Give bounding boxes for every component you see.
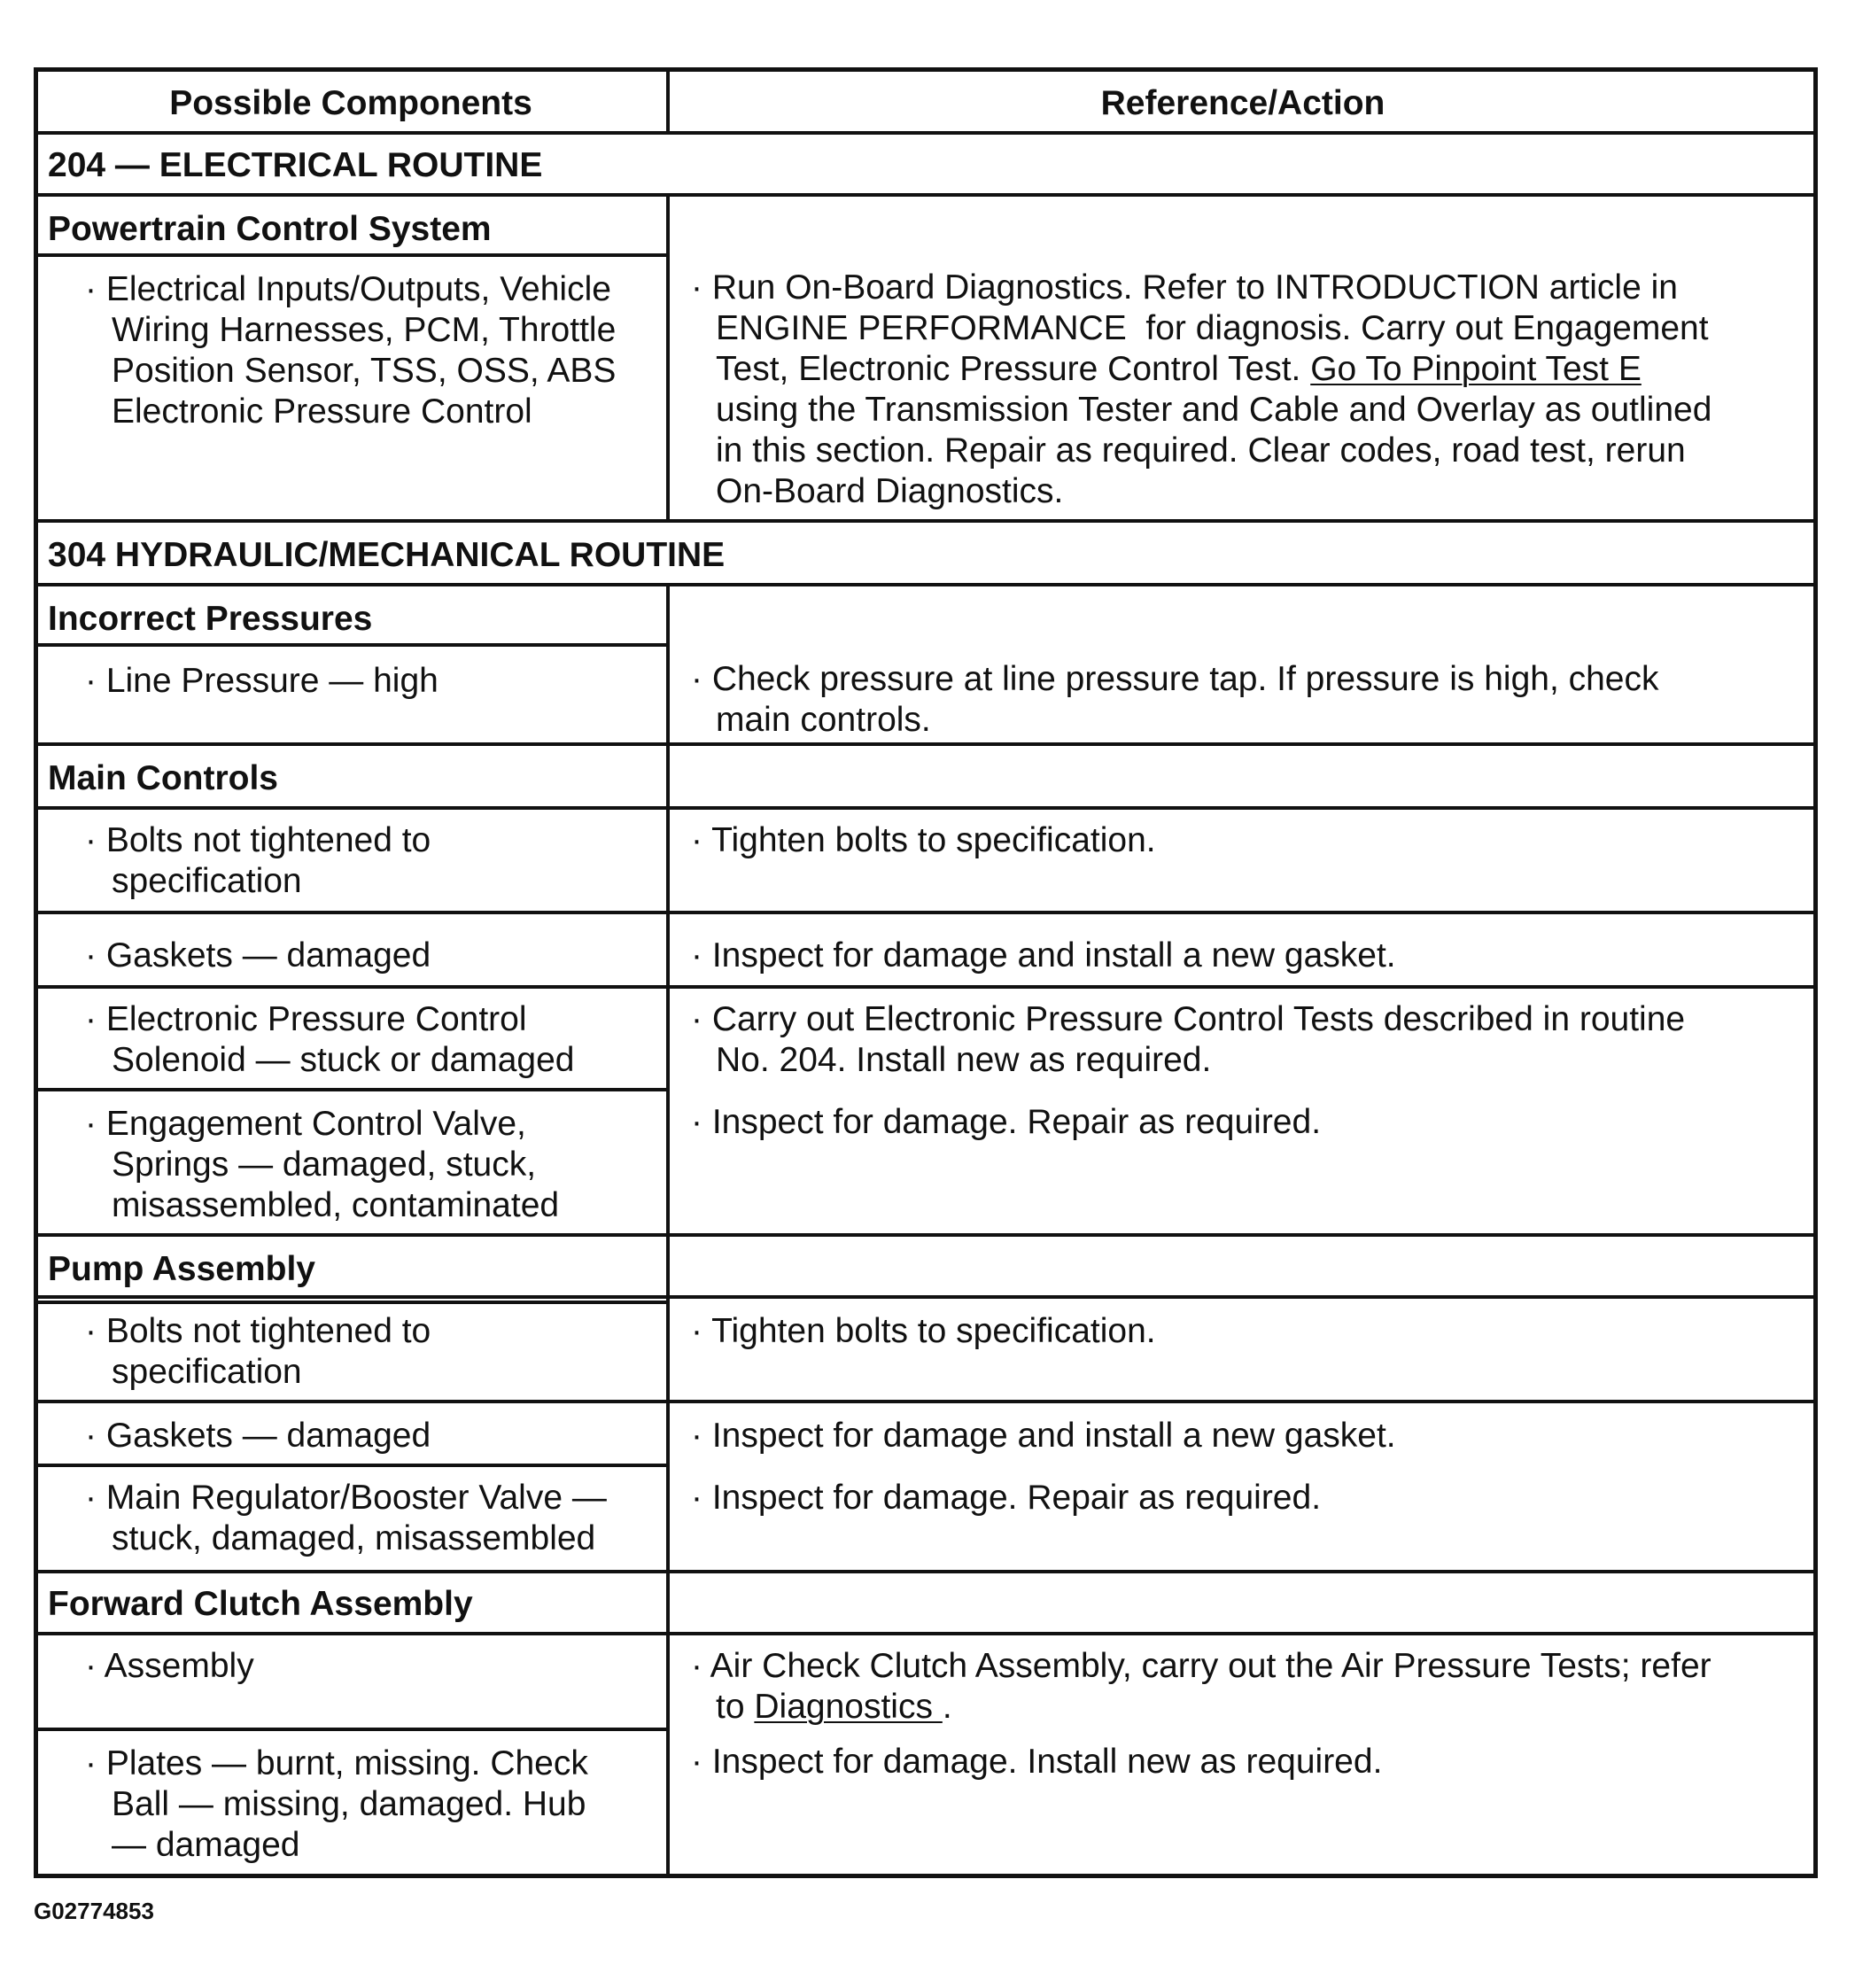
row-divider — [34, 742, 1818, 746]
column-header-components: Possible Components — [169, 84, 532, 122]
action-cell: · Tighten bolts to specification. — [691, 1312, 1156, 1350]
section-title: 304 HYDRAULIC/MECHANICAL ROUTINE — [48, 536, 726, 574]
component-cell: Solenoid — stuck or damaged — [112, 1041, 575, 1079]
action-cell: in this section. Repair as required. Clear codes, road test, rerun — [716, 431, 1686, 470]
component-cell: · Bolts not tightened to — [85, 1312, 431, 1350]
action-cell: · Check pressure at line pressure tap. If pressure is high, check — [691, 660, 1659, 698]
component-cell: · Electronic Pressure Control — [85, 1000, 527, 1038]
action-cell: · Inspect for damage. Install new as required. — [691, 1743, 1383, 1781]
row-divider — [34, 1295, 1818, 1299]
section-title: 204 — ELECTRICAL ROUTINE — [48, 146, 543, 184]
component-cell: stuck, damaged, misassembled — [112, 1519, 596, 1557]
component-cell: Position Sensor, TSS, OSS, ABS — [112, 352, 617, 390]
diagnostics-link[interactable]: Diagnostics — [754, 1688, 943, 1726]
row-divider — [34, 1301, 668, 1304]
row-divider — [34, 131, 1818, 135]
action-cell: · Carry out Electronic Pressure Control Tests described in routine — [691, 1000, 1686, 1038]
action-cell: Test, Electronic Pressure Control Test. Go To Pinpoint Test E — [716, 350, 1642, 388]
action-cell: On-Board Diagnostics. — [716, 472, 1064, 510]
column-divider — [666, 195, 670, 523]
row-divider — [34, 985, 1818, 989]
row-divider — [34, 193, 1818, 197]
row-divider — [34, 1088, 668, 1091]
row-divider — [34, 643, 668, 647]
component-cell: Springs — damaged, stuck, — [112, 1145, 537, 1184]
figure-id: G02774853 — [34, 1898, 154, 1924]
action-cell: · Run On-Board Diagnostics. Refer to INTRODUCTION article in — [691, 268, 1678, 307]
row-divider — [34, 806, 1818, 810]
group-title: Forward Clutch Assembly — [48, 1585, 473, 1623]
column-header-action: Reference/Action — [1100, 84, 1385, 122]
action-cell: ENGINE PERFORMANCE for diagnosis. Carry out Engagement — [716, 309, 1709, 347]
group-title: Powertrain Control System — [48, 210, 492, 248]
action-cell: · Inspect for damage. Repair as required. — [691, 1103, 1322, 1141]
action-cell: main controls. — [716, 701, 931, 739]
component-cell: specification — [112, 862, 302, 900]
row-divider — [34, 1464, 668, 1467]
component-cell: — damaged — [112, 1826, 300, 1864]
action-cell: · Inspect for damage. Repair as required. — [691, 1479, 1322, 1517]
component-cell: · Assembly — [85, 1647, 254, 1685]
action-cell: · Air Check Clutch Assembly, carry out the Air Pressure Tests; refer — [691, 1647, 1711, 1685]
action-cell: to Diagnostics . — [716, 1688, 952, 1726]
column-divider — [666, 585, 670, 1878]
row-divider — [34, 583, 1818, 586]
component-cell: · Plates — burnt, missing. Check — [85, 1744, 588, 1782]
component-cell: · Engagement Control Valve, — [85, 1105, 526, 1143]
row-divider — [34, 253, 668, 257]
component-cell: misassembled, contaminated — [112, 1186, 560, 1224]
action-cell: · Inspect for damage and install a new gasket. — [691, 936, 1396, 975]
action-cell: · Inspect for damage and install a new gasket. — [691, 1417, 1396, 1455]
group-title: Pump Assembly — [48, 1250, 315, 1288]
row-divider — [34, 519, 1818, 523]
component-cell: · Line Pressure — high — [85, 662, 439, 700]
row-divider — [34, 911, 1818, 914]
row-divider — [34, 1728, 668, 1731]
component-cell: specification — [112, 1353, 302, 1391]
component-cell: · Electrical Inputs/Outputs, Vehicle — [85, 270, 611, 308]
pinpoint-test-link[interactable]: Go To Pinpoint Test E — [1310, 350, 1642, 388]
component-cell: · Gaskets — damaged — [85, 1417, 431, 1455]
group-title: Incorrect Pressures — [48, 600, 373, 638]
action-cell: using the Transmission Tester and Cable and Overlay as outlined — [716, 391, 1712, 429]
row-divider — [34, 1632, 1818, 1635]
component-cell: Electronic Pressure Control — [112, 392, 532, 431]
row-divider — [34, 1570, 1818, 1573]
action-cell: No. 204. Install new as required. — [716, 1041, 1212, 1079]
component-cell: · Gaskets — damaged — [85, 936, 431, 975]
component-cell: Wiring Harnesses, PCM, Throttle — [112, 311, 617, 349]
component-cell: Ball — missing, damaged. Hub — [112, 1785, 586, 1823]
row-divider — [34, 1233, 1818, 1237]
row-divider — [34, 1400, 1818, 1403]
component-cell: · Bolts not tightened to — [85, 821, 431, 859]
group-title: Main Controls — [48, 759, 278, 797]
component-cell: · Main Regulator/Booster Valve — — [85, 1479, 607, 1517]
action-cell: · Tighten bolts to specification. — [691, 821, 1156, 859]
